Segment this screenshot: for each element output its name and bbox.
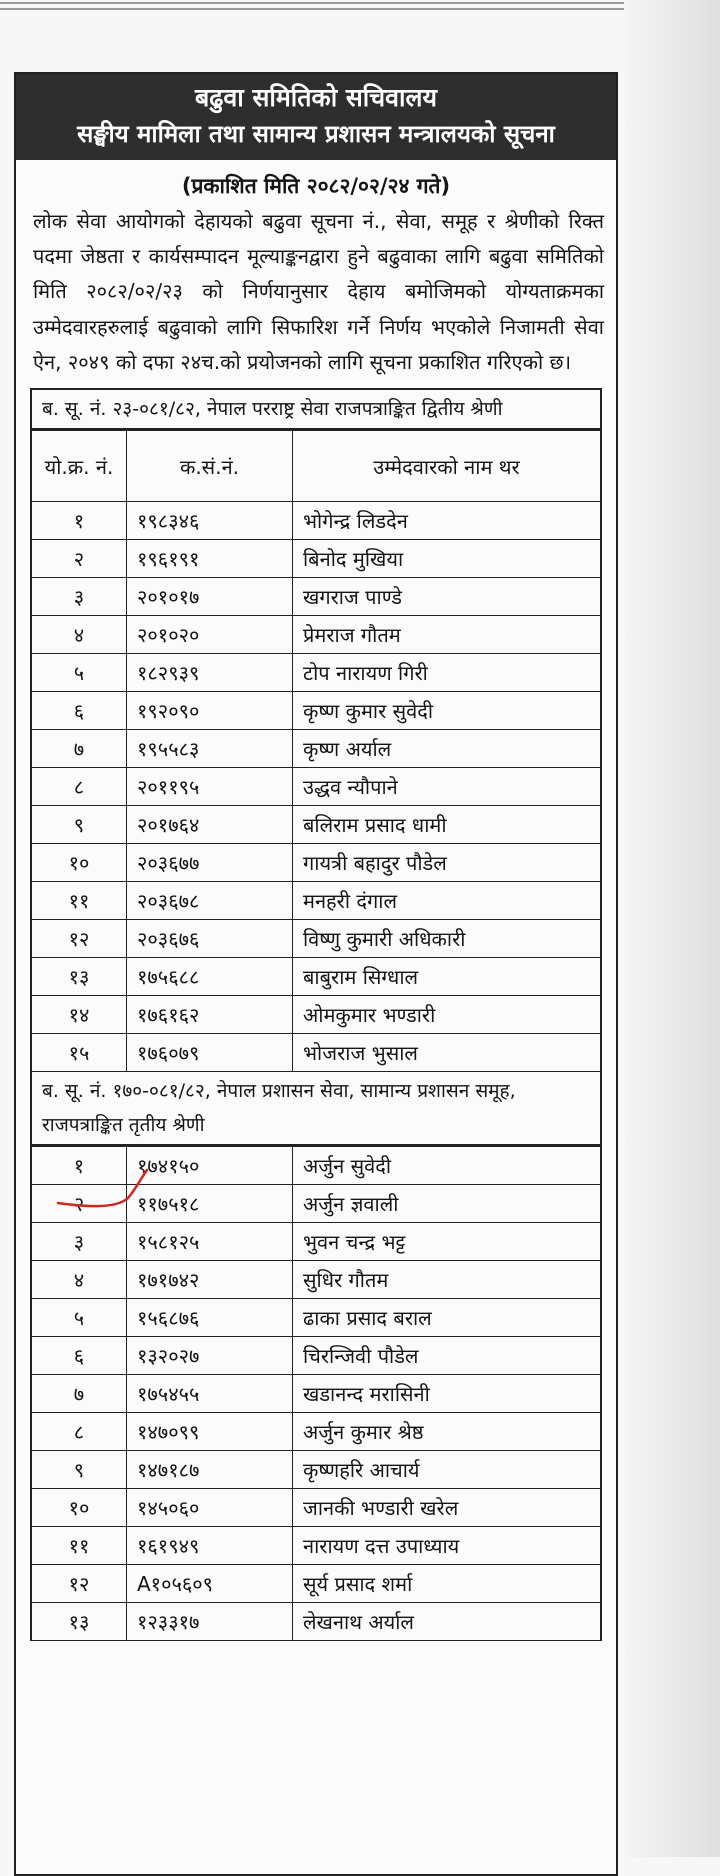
serial-cell: ४ [32, 616, 127, 654]
candidate-name-cell: लेखनाथ अर्याल [293, 1603, 601, 1641]
candidate-name-cell: नारायण दत्त उपाध्याय [293, 1527, 601, 1565]
serial-cell: ९ [32, 806, 127, 844]
section-2-title: ब. सू. नं. १७०-०८१/८२, नेपाल प्रशासन सेवा, सामान्य प्रशासन समूह, राजपत्राङ्कित तृतीय श्रेणी [32, 1072, 600, 1146]
col-serial-header: यो.क्र. नं. [32, 431, 127, 502]
notice-body: लोक सेवा आयोगको देहायको बढुवा सूचना नं., सेवा, समूह र श्रेणीको रिक्त पदमा जेष्ठता र कार्यसम्पादन मूल्याङ्कनद्वारा हुने बढुवाका लागि बढुवा समितिको मिति २०८२/०२/२३ को निर्णयानुसार देहाय बमोजिमको योग्यताक्रमका उम्मेदवारहरुलाई बढुवाको लागि सिफारिश गर्ने निर्णय भएकोले निजामती सेवा ऐन, २०४९ को दफा २४च.को प्रयोजनको लागि सूचना प्रकाशित गरिएको छ। [33, 209, 604, 374]
symbol-number-cell: १९८३४६ [127, 502, 293, 540]
symbol-number-cell: २०१७६४ [127, 806, 293, 844]
table-row [32, 1223, 600, 1261]
table-row [32, 616, 600, 654]
symbol-number-cell: १४५०६० [127, 1489, 293, 1527]
serial-cell: १२ [32, 920, 127, 958]
table-row [32, 1527, 600, 1565]
symbol-number-cell: १७४१५० [127, 1147, 293, 1185]
candidate-name-cell: भोजराज भुसाल [293, 1034, 601, 1072]
candidate-name-cell: गायत्री बहादुर पौडेल [293, 844, 601, 882]
symbol-number-cell: १९६१९१ [127, 540, 293, 578]
table-row [32, 1413, 600, 1451]
symbol-number-cell: A१०५६०९ [127, 1565, 293, 1603]
candidate-name-cell: चिरन्जिवी पौडेल [293, 1337, 601, 1375]
symbol-number-cell: १७५४५५ [127, 1375, 293, 1413]
serial-cell: १३ [32, 958, 127, 996]
table-row [32, 882, 600, 920]
symbol-number-cell: २०११९५ [127, 768, 293, 806]
table-row [32, 1603, 600, 1641]
ministry-title: सङ्घीय मामिला तथा सामान्य प्रशासन मन्त्रालयको सूचना [77, 120, 555, 148]
serial-cell: ७ [32, 1375, 127, 1413]
candidate-name-cell: टोप नारायण गिरी [293, 654, 601, 692]
table-row [32, 844, 600, 882]
serial-cell: १२ [32, 1565, 127, 1603]
symbol-number-cell: २०१०१७ [127, 578, 293, 616]
notice-box [14, 72, 618, 1876]
symbol-number-cell: १९५५८३ [127, 730, 293, 768]
symbol-number-cell: १६१९४९ [127, 1527, 293, 1565]
serial-cell: ११ [32, 1527, 127, 1565]
serial-cell: १३ [32, 1603, 127, 1641]
serial-cell: १ [32, 502, 127, 540]
table-row [32, 1565, 600, 1603]
symbol-number-cell: ११७५१८ [127, 1185, 293, 1223]
symbol-number-cell: १९२०९० [127, 692, 293, 730]
table-row [32, 654, 600, 692]
col-name-header: उम्मेदवारको नाम थर [293, 431, 601, 502]
serial-cell: ५ [32, 1299, 127, 1337]
notice-header [16, 74, 616, 160]
serial-cell: ६ [32, 1337, 127, 1375]
symbol-number-cell: १७६१६२ [127, 996, 293, 1034]
candidate-name-cell: बलिराम प्रसाद धामी [293, 806, 601, 844]
candidate-name-cell: कृष्ण अर्याल [293, 730, 601, 768]
candidates-table [30, 388, 602, 1641]
serial-cell: ८ [32, 1413, 127, 1451]
table-row [32, 1375, 600, 1413]
serial-cell: ४ [32, 1261, 127, 1299]
table-row [32, 730, 600, 768]
page-edge-shadow [626, 0, 720, 1857]
candidate-name-cell: खडानन्द मरासिनी [293, 1375, 601, 1413]
table-row [32, 768, 600, 806]
symbol-number-cell: १५६८७६ [127, 1299, 293, 1337]
symbol-number-cell: १५८१२५ [127, 1223, 293, 1261]
candidate-name-cell: कृष्ण कुमार सुवेदी [293, 692, 601, 730]
serial-cell: ६ [32, 692, 127, 730]
candidate-name-cell: भोगेन्द्र लिडदेन [293, 502, 601, 540]
section-1-table [32, 430, 600, 1072]
serial-cell: १० [32, 844, 127, 882]
candidate-name-cell: जानकी भण्डारी खरेल [293, 1489, 601, 1527]
candidate-name-cell: विष्णु कुमारी अधिकारी [293, 920, 601, 958]
table-row [32, 996, 600, 1034]
symbol-number-cell: १७६०७९ [127, 1034, 293, 1072]
candidate-name-cell: खगराज पाण्डे [293, 578, 601, 616]
symbol-number-cell: १७५६८८ [127, 958, 293, 996]
serial-cell: ३ [32, 1223, 127, 1261]
table-row [32, 502, 600, 540]
serial-cell: ११ [32, 882, 127, 920]
section-1-title: ब. सू. नं. २३-०८१/८२, नेपाल परराष्ट्र सेवा राजपत्राङ्कित द्वितीय श्रेणी [32, 390, 600, 430]
table-row [32, 1185, 600, 1223]
symbol-number-cell: २०३६७६ [127, 920, 293, 958]
serial-cell: १ [32, 1147, 127, 1185]
candidate-name-cell: सुधिर गौतम [293, 1261, 601, 1299]
serial-cell: ७ [32, 730, 127, 768]
table-row [32, 540, 600, 578]
serial-cell: १० [32, 1489, 127, 1527]
symbol-number-cell: २०३६७७ [127, 844, 293, 882]
serial-cell: १४ [32, 996, 127, 1034]
serial-cell: २ [32, 1185, 127, 1223]
section-2-table [32, 1146, 600, 1641]
serial-cell: ३ [32, 578, 127, 616]
table-row [32, 1337, 600, 1375]
table-row [32, 1489, 600, 1527]
candidate-name-cell: ओमकुमार भण्डारी [293, 996, 601, 1034]
table-row [32, 578, 600, 616]
candidate-name-cell: मनहरी दंगाल [293, 882, 601, 920]
secretariat-title: बढुवा समितिको सचिवालय [195, 83, 437, 112]
candidate-name-cell: भुवन चन्द्र भट्ट [293, 1223, 601, 1261]
table-row [32, 806, 600, 844]
candidate-name-cell: ढाका प्रसाद बराल [293, 1299, 601, 1337]
candidate-name-cell: अर्जुन कुमार श्रेष्ठ [293, 1413, 601, 1451]
table-row [32, 1261, 600, 1299]
top-divider [0, 2, 624, 4]
symbol-number-cell: १८२९३९ [127, 654, 293, 692]
symbol-number-cell: १४७०९९ [127, 1413, 293, 1451]
table-row [32, 692, 600, 730]
publication-date: (प्रकाशित मिति २०८२/०२/२४ गते) [181, 174, 451, 198]
candidate-name-cell: कृष्णहरि आचार्य [293, 1451, 601, 1489]
symbol-number-cell: १२३३१७ [127, 1603, 293, 1641]
table-row [32, 1034, 600, 1072]
candidate-name-cell: अर्जुन ज्ञवाली [293, 1185, 601, 1223]
table-row [32, 920, 600, 958]
symbol-number-cell: २०३६७८ [127, 882, 293, 920]
symbol-number-cell: १४७१८७ [127, 1451, 293, 1489]
top-divider [0, 8, 624, 10]
serial-cell: ५ [32, 654, 127, 692]
candidate-name-cell: बिनोद मुखिया [293, 540, 601, 578]
symbol-number-cell: १७१७४२ [127, 1261, 293, 1299]
candidate-name-cell: अर्जुन सुवेदी [293, 1147, 601, 1185]
serial-cell: २ [32, 540, 127, 578]
serial-cell: ९ [32, 1451, 127, 1489]
candidate-name-cell: बाबुराम सिग्धाल [293, 958, 601, 996]
table-header-row [32, 431, 600, 502]
symbol-number-cell: १३२०२७ [127, 1337, 293, 1375]
candidate-name-cell: सूर्य प्रसाद शर्मा [293, 1565, 601, 1603]
table-row [32, 1299, 600, 1337]
table-row [32, 958, 600, 996]
col-symbol-header: क.सं.नं. [127, 431, 293, 502]
serial-cell: ८ [32, 768, 127, 806]
table-row [32, 1147, 600, 1185]
candidate-name-cell: प्रेमराज गौतम [293, 616, 601, 654]
serial-cell: १५ [32, 1034, 127, 1072]
candidate-name-cell: उद्धव न्यौपाने [293, 768, 601, 806]
symbol-number-cell: २०१०२० [127, 616, 293, 654]
table-row [32, 1451, 600, 1489]
